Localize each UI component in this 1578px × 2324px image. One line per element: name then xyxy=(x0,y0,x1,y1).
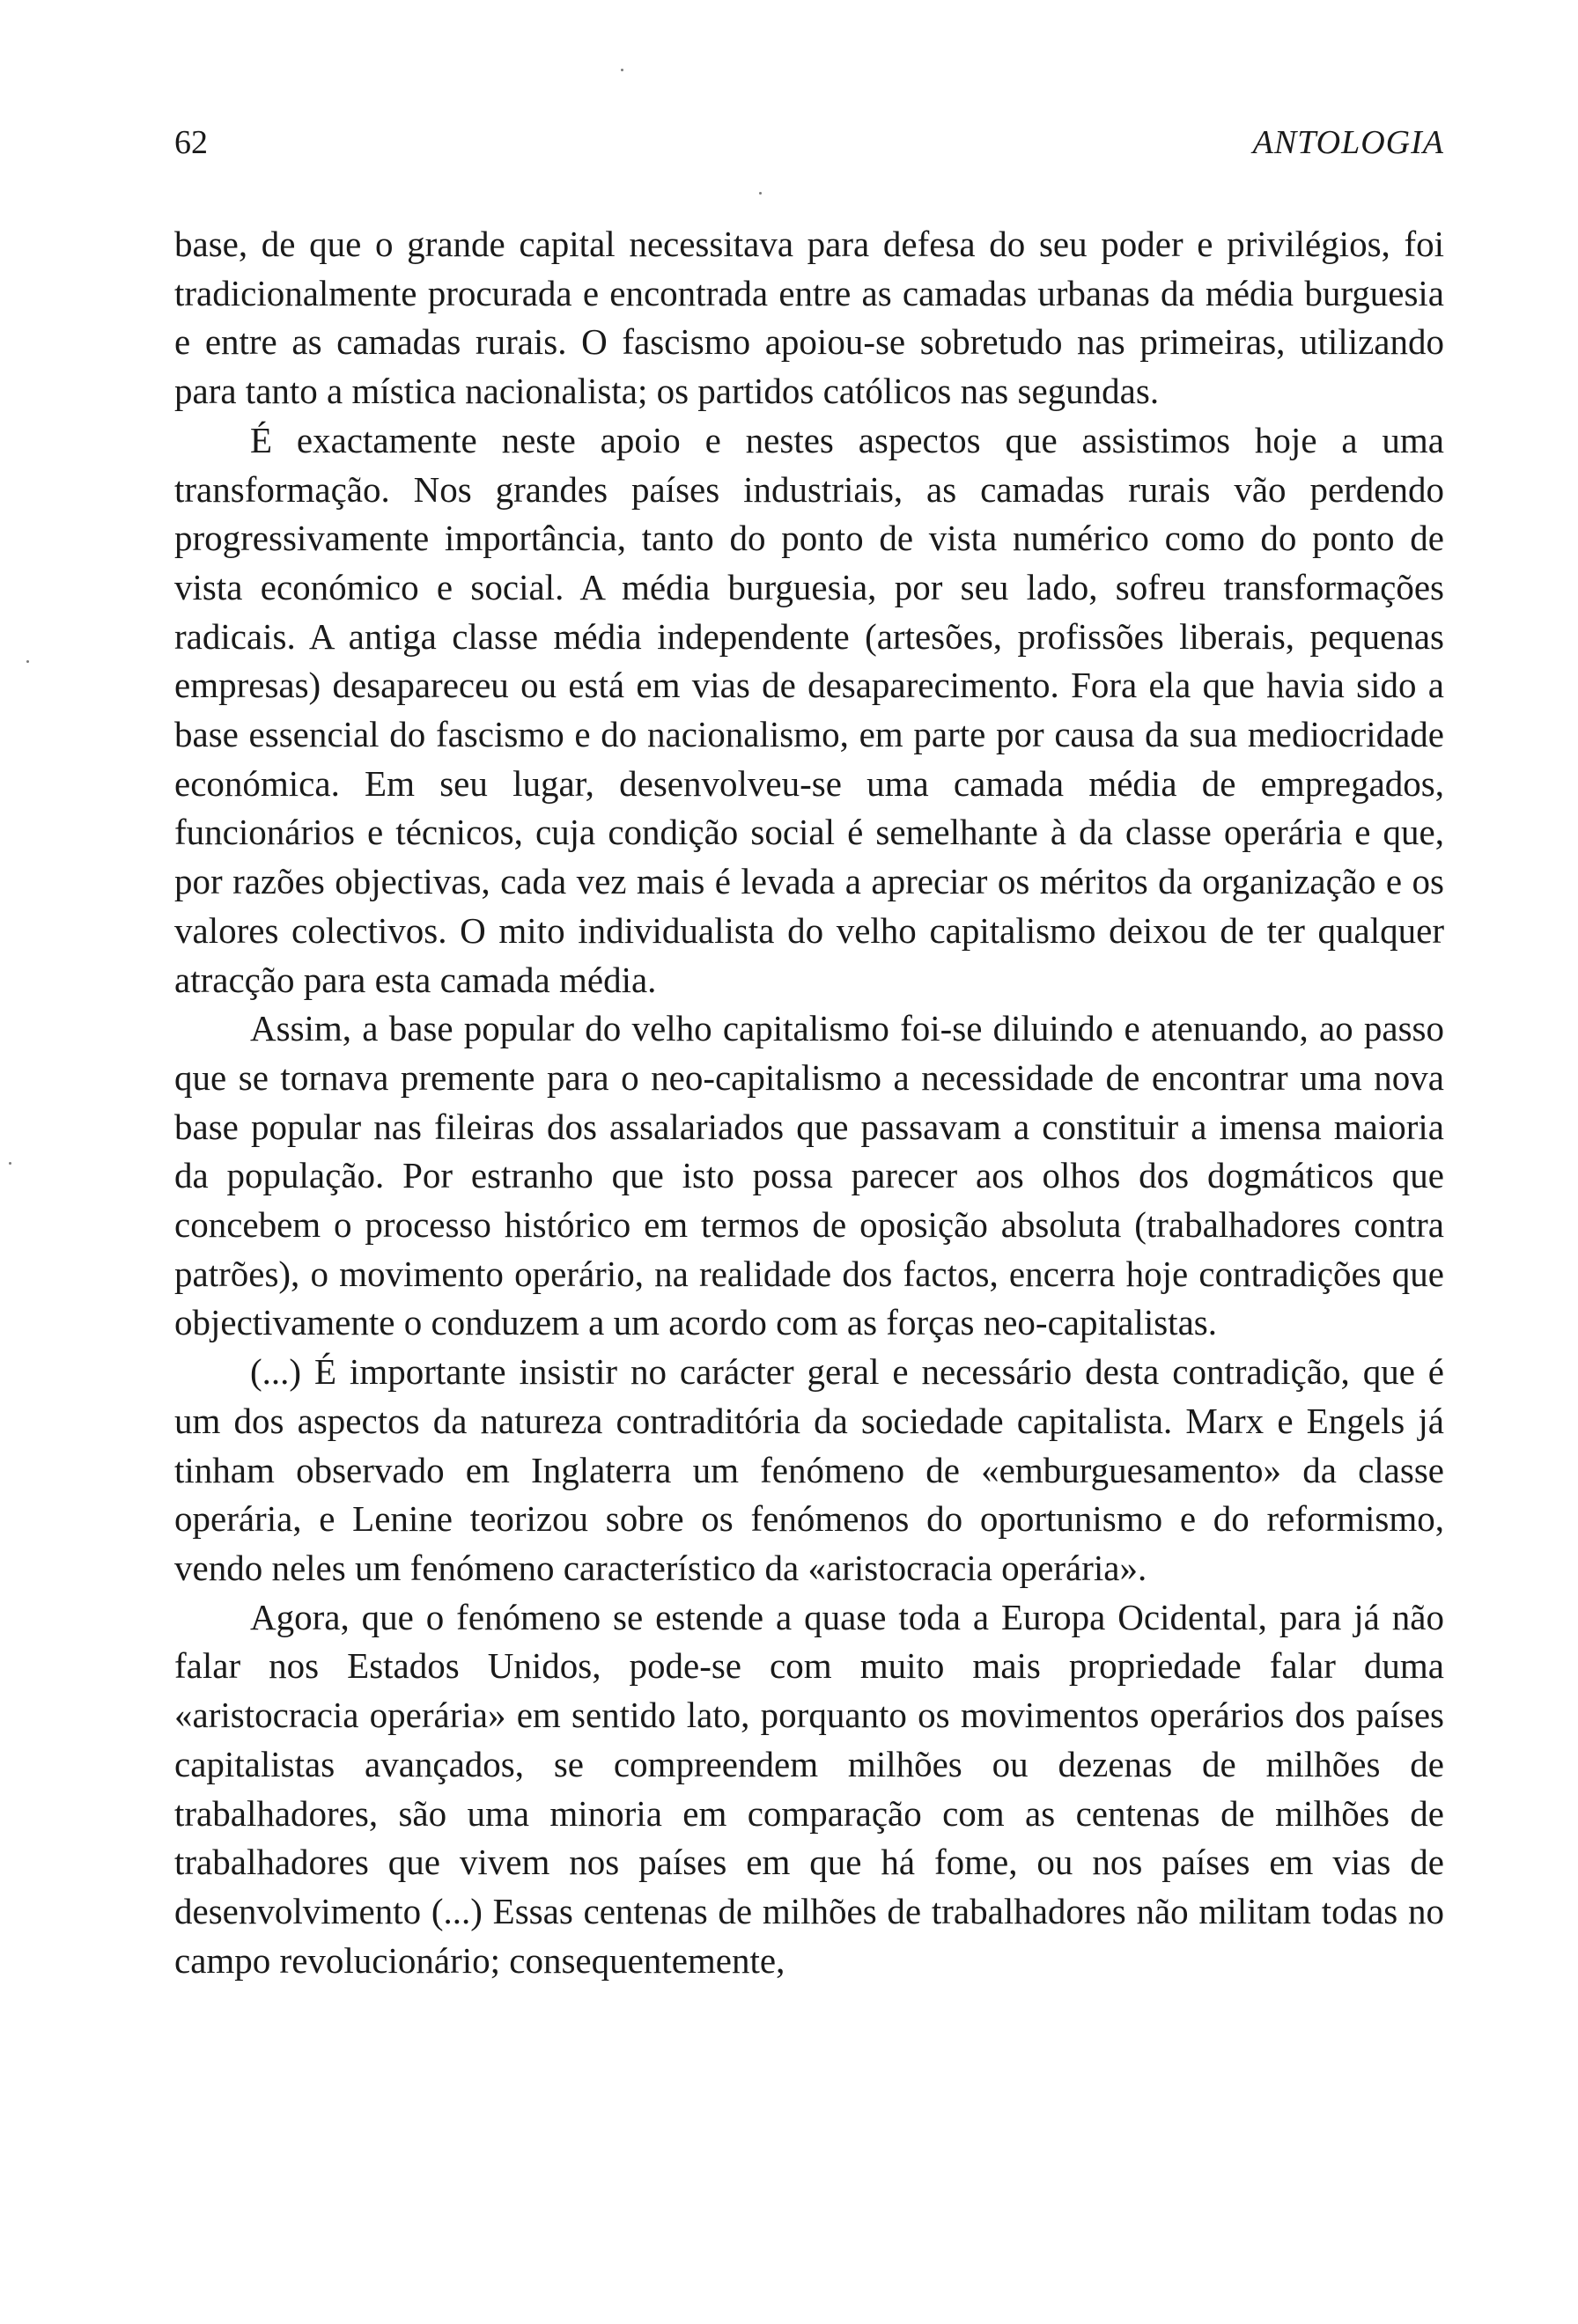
paragraph-continuation: base, de que o grande capital necessitava para defesa do seu poder e privilégios, foi tradicionalmente procurada e encontrada entre as camadas urbanas da média burguesia e entre as camadas rurais. O fascismo apoiou-se sobretudo nas primeiras, utilizando para tanto a mística nacionalista; os partidos católicos nas segundas. xyxy=(174,224,1444,412)
book-page xyxy=(174,123,1444,1985)
scan-speck xyxy=(621,69,623,71)
paragraph: Agora, que o fenómeno se estende a quase toda a Europa Ocidental, para já não falar nos Estados Unidos, pode-se com muito mais propriedade falar duma «aristocracia operária» em sentido lato, porquanto os movimentos operários dos países capitalistas avançados, se compreendem milhões ou dezenas de milhões de trabalhadores, são uma minoria em comparação com as centenas de milhões de trabalhadores que vivem nos países em que há fome, ou nos países em vias de desenvolvimento (...) Essas centenas de milhões de trabalhadores não militam todas no campo revolucionário; consequentemente, xyxy=(174,1596,1444,1981)
book-title: ANTOLOGIA xyxy=(1252,124,1444,161)
body-text xyxy=(174,220,1444,1985)
paragraph: Assim, a base popular do velho capitalismo foi-se diluindo e atenuando, ao passo que se tornava premente para o neo-capitalismo a necessidade de encontrar uma nova base popular nas fileiras dos assalariados que passavam a constituir a imensa maioria da população. Por estranho que isto possa parecer aos olhos dos dogmáticos que concebem o processo histórico em termos de oposição absoluta (trabalhadores contra patrões), o movimento operário, na realidade dos factos, encerra hoje contradições que objectivamente o conduzem a um acordo com as forças neo-capitalistas. xyxy=(174,1008,1444,1343)
scan-speck xyxy=(759,192,762,195)
running-head xyxy=(174,123,1444,176)
paragraph: (...) É importante insistir no carácter geral e necessário desta contradição, que é um dos aspectos da natureza contraditória da sociedade capitalista. Marx e Engels já tinham observado em Inglaterra um fenómeno de «emburguesamento» da classe operária, e Lenine teorizou sobre os fenómenos do oportunismo e do reformismo, vendo neles um fenómeno característico da «aristocracia operária». xyxy=(174,1351,1444,1588)
scan-speck xyxy=(26,660,29,663)
paragraph: É exactamente neste apoio e nestes aspectos que assistimos hoje a uma transformação. Nos grandes países industriais, as camadas rurais vão perdendo progressivamente importância, tanto do ponto de vista numérico como do ponto de vista económico e social. A média burguesia, por seu lado, sofreu transformações radicais. A antiga classe média independente (artesões, profissões liberais, pequenas empresas) desapareceu ou está em vias de desaparecimento. Fora ela que havia sido a base essencial do fascismo e do nacionalismo, em parte por causa da sua mediocridade económica. Em seu lugar, desenvolveu-se uma camada média de empregados, funcionários e técnicos, cuja condição social é semelhante à da classe operária e que, por razões objectivas, cada vez mais é levada a apreciar os méritos da organização e os valores colectivos. O mito individualista do velho capitalismo deixou de ter qualquer atracção para esta camada média. xyxy=(174,419,1444,1000)
page-number: 62 xyxy=(174,124,208,161)
scan-speck xyxy=(9,1162,11,1165)
